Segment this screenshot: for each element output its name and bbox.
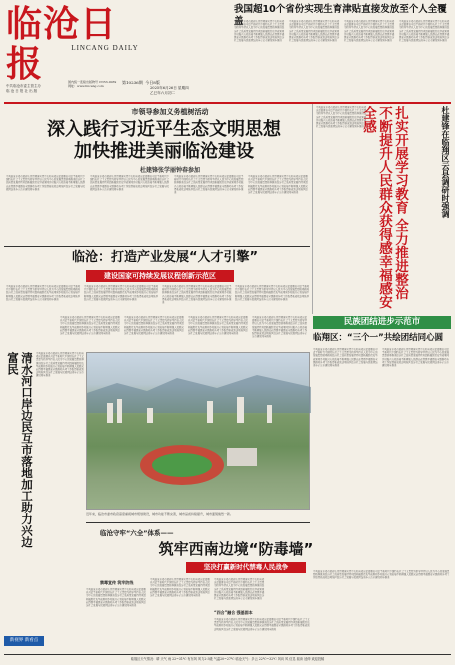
- lead-byline: 杜建锋张学丽钟春参加: [139, 167, 200, 174]
- city-photo: [86, 352, 310, 510]
- masthead-title: 临沧日报: [6, 3, 118, 85]
- section2-body: [60, 316, 120, 348]
- lead-title-line2: 加快推进美丽临沧建设: [74, 141, 254, 162]
- left-body: [36, 352, 84, 622]
- top-story-body: [399, 20, 451, 98]
- bottom-body: [150, 578, 210, 650]
- bottom-rule: [86, 522, 310, 523]
- section2-body: [252, 316, 309, 348]
- section2-body: [124, 316, 184, 348]
- right-body: [316, 106, 368, 311]
- top-story-body: [344, 20, 396, 98]
- lead-body: [6, 175, 86, 243]
- section-rule: [4, 246, 310, 247]
- column-divider: [312, 104, 313, 314]
- lead-body: [248, 175, 308, 243]
- unity-body: [382, 348, 450, 566]
- footer-rule: [4, 654, 451, 655]
- issue-number: 第10236期: [122, 80, 143, 85]
- bottom-banner: 坚决打赢新时代禁毒人民战争: [186, 562, 306, 573]
- top-story-body: [234, 20, 286, 98]
- right-kicker: 杜建锋在临翔区云县调研时强调: [441, 106, 450, 218]
- top-story-title: 我国超10个省份实现生育津贴直接发放至个人全覆盖: [234, 4, 447, 27]
- date-info: [150, 86, 230, 96]
- publisher-line: 临 沧 日 报 社 出 版: [6, 89, 38, 93]
- contact-line: 国内统一连续出版物号 CN53-0039: [68, 80, 117, 84]
- publisher-info: [6, 84, 62, 94]
- issue-date: 2025年6月26日 星期四: [150, 86, 189, 90]
- bottom-body: [214, 578, 266, 608]
- lead-kicker: 市领导参加义务植树活动: [131, 108, 209, 116]
- lead-body: [90, 175, 170, 243]
- footer-weather: 临翔区天气情况：晴 天气 雨 22~31℃ 有东风 风力2-3级 气温20~27℃ 临沧天气：多云 22℃~32℃ 风向 风 信息 阅读 延伸 欢迎投稿: [130, 657, 325, 661]
- section2-body: [162, 285, 232, 313]
- lunar-date: 乙巳年六月初二: [150, 91, 176, 95]
- web-line: 网址：www.lincang.com: [68, 84, 104, 88]
- bottom-subhead: “四合”融合 强基固本: [214, 610, 253, 615]
- section2-title: 临沧：打造产业发展“人才引擎”: [71, 250, 259, 265]
- page-count: 今日8版: [145, 80, 160, 85]
- bottom-title: 筑牢西南边境“防毒墙”: [158, 540, 314, 558]
- left-tag: 新视界 新看点: [4, 636, 44, 646]
- lead-body: [174, 175, 244, 243]
- section2-body: [188, 316, 248, 348]
- masthead-rule: [4, 102, 451, 104]
- bottom-body: [313, 570, 450, 650]
- masthead-subtitle: LINCANG DAILY: [71, 44, 139, 52]
- bottom-section-title: 禁毒宣传 筑牢防线: [100, 580, 134, 585]
- section2-body: [84, 285, 159, 313]
- section2-body: [235, 285, 310, 313]
- left-vertical-headline: 清水河口岸边民互市落地加工助力兴边富民: [6, 352, 34, 548]
- issue-info: [122, 80, 222, 85]
- bottom-body: [214, 618, 310, 650]
- registration-info: [68, 80, 118, 88]
- publisher-line: 中共临沧市委主管主办: [6, 84, 41, 88]
- unity-banner: 民族团结进步示范市: [313, 316, 451, 329]
- bottom-kicker: 临沧守牢“六全”体系——: [100, 529, 174, 537]
- unity-title: 临翔区：“三个一”共绘团结同心圆: [313, 333, 444, 343]
- top-story-body: [289, 20, 341, 98]
- city-photo-art: [87, 353, 311, 511]
- bottom-body: [86, 588, 146, 650]
- lead-title-line1: 深入践行习近平生态文明思想: [47, 119, 281, 140]
- unity-body: [313, 348, 378, 566]
- right-headline: 扎实开展学习教育 全力推进整治 不断提升人民群众获得感幸福感安全感: [360, 106, 408, 309]
- photo-caption: 近年来，临沧市委市政府高度重视城市规划建设，城市功能不断完善，城市品质持续提升，城市面貌焕然一新。: [86, 512, 234, 516]
- section2-banner: 建设国家可持续发展议程创新示范区: [86, 270, 234, 282]
- section2-body: [6, 285, 81, 313]
